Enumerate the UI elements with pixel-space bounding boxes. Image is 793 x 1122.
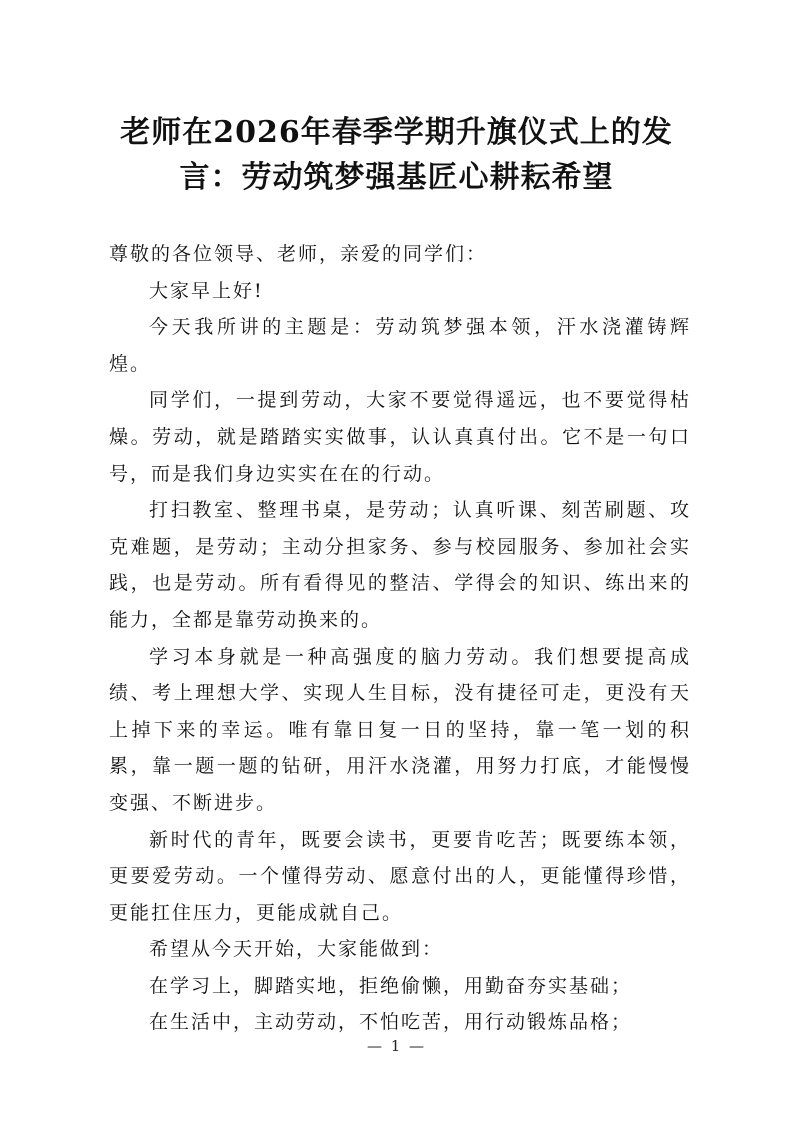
salutation: 尊敬的各位领导、老师，亲爱的同学们： [109, 243, 488, 265]
title-line-1: 老师在2026年春季学期升旗仪式上的发 [120, 115, 673, 150]
title-line-2: 言：劳动筑梦强基匠心耕耘希望 [179, 160, 614, 195]
page-number: — 1 — [366, 1037, 427, 1055]
paragraph: 新时代的青年，既要会读书，更要肯吃苦；既要练本领，更要爱劳动。一个懂得劳动、愿意付出的人，更能懂得珍惜，更能扛住压力，更能成就自己。 [109, 828, 691, 924]
document-body [109, 236, 691, 1041]
paragraph: 大家早上好! [149, 279, 264, 302]
paragraph: 今天我所讲的主题是：劳动筑梦强本领，汗水浇灌铸辉煌。 [109, 316, 691, 375]
paragraph: 在学习上，脚踏实地，拒绝偷懒，用勤奋夯实基础； [149, 974, 633, 997]
paragraph: 同学们，一提到劳动，大家不要觉得遥远，也不要觉得枯燥。劳动，就是踏踏实实做事，认认真真付出。它不是一句口号，而是我们身边实实在在的行动。 [109, 389, 691, 485]
document-title [100, 110, 693, 200]
paragraph: 希望从今天开始，大家能做到： [149, 938, 444, 961]
paragraph: 打扫教室、整理书桌，是劳动；认真听课、刻苦刷题、攻克难题，是劳动；主动分担家务、参与校园服务、参加社会实践，也是劳动。所有看得见的整洁、学得会的知识、练出来的能力，全都是靠劳动换来的。 [109, 499, 691, 631]
paragraph: 学习本身就是一种高强度的脑力劳动。我们想要提高成绩、考上理想大学、实现人生目标，没有捷径可走，更没有天上掉下来的幸运。唯有靠日复一日的坚持，靠一笔一划的积累，靠一题一题的钻研，用汗水浇灌，用努力打底，才能慢慢变强、不断进步。 [109, 645, 691, 814]
paragraph: 在生活中，主动劳动，不怕吃苦，用行动锻炼品格； [149, 1011, 633, 1034]
